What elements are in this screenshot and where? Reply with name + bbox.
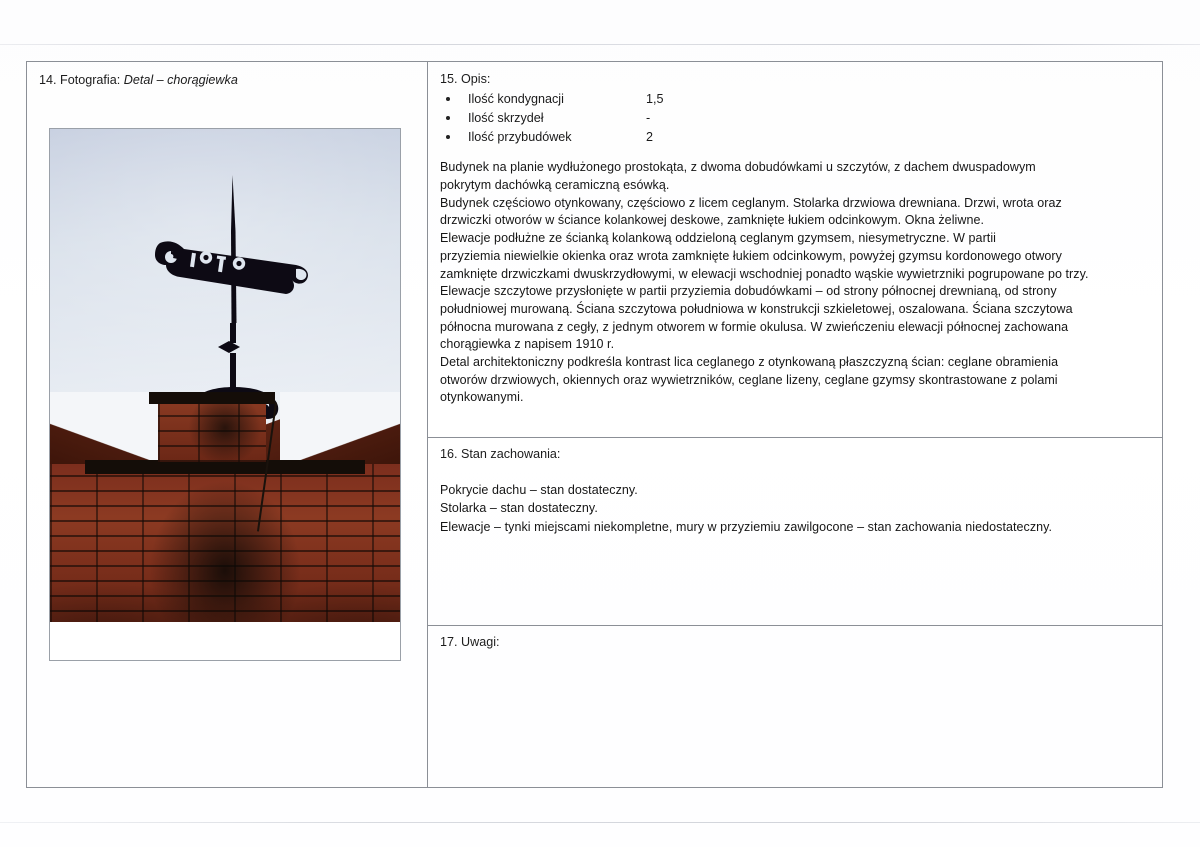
bullet-dot-icon [446, 135, 450, 139]
condition-line: Pokrycie dachu – stan dostateczny. [440, 483, 638, 497]
record-card-table [26, 61, 1163, 788]
section-16 [428, 437, 1162, 536]
desc-line: zamknięte drzwiczkami dwuskrzydłowymi, w elewacji wschodniej ponadto wąskie wywietrzniki pogrupowane po trzy. [440, 266, 1089, 281]
chimney-stack [158, 400, 266, 462]
desc-line: przyziemia niewielkie okienka oraz wrota zamknięte łukiem odcinkowym, powyżej gzymsu kordonowego otwory [440, 248, 1062, 263]
bullet-value: 1,5 [646, 92, 664, 106]
photo-label-text: Fotografia: [60, 73, 121, 87]
section-15 [428, 62, 1162, 407]
brick-wall [50, 464, 400, 642]
bullet-value: - [646, 111, 651, 126]
photo-section-number: 14. [39, 73, 57, 87]
desc-line: otynkowanymi. [440, 390, 524, 405]
bullet-item [440, 109, 1150, 128]
desc-line: otworów drzwiowych, okiennych oraz wywietrzników, ceglane lizeny, ceglane gzymsy skontrastowane z polami [440, 372, 1058, 387]
desc-line: północna murowana z cegły, z jednym otworem w formie okulusa. W zwieńczeniu elewacji północnej zachowana [440, 319, 1069, 334]
bullet-term: Ilość przybudówek [468, 130, 572, 145]
desc-line: Budynek na planie wydłużonego prostokąta, z dwoma dobudówkami u szczytów, z dachem dwuspadowym [440, 160, 1036, 175]
description-column [428, 62, 1162, 787]
desc-line: pokrytym dachówką ceramiczną esówką. [440, 178, 670, 193]
photo-column [27, 62, 428, 787]
bullet-item [440, 128, 1150, 147]
chimney-cap [149, 392, 275, 404]
section-15-description [440, 159, 1150, 407]
bullet-dot-icon [446, 116, 450, 120]
section-17-heading: 17. Uwagi: [440, 635, 500, 649]
bullet-value: 2 [646, 130, 654, 145]
section-16-heading: 16. Stan zachowania: [440, 447, 561, 461]
section-15-bullets [440, 90, 1150, 147]
desc-line: chorągiewka z napisem 1910 r. [440, 337, 615, 352]
chimney-gable [50, 392, 400, 642]
desc-line: Elewacje podłużne ze ścianką kolankową oddzieloną ceglanym gzymsem, niesymetryczne. W partii [440, 231, 997, 246]
scan-edge-top [0, 44, 1200, 45]
photo-label [39, 72, 415, 89]
photograph [49, 128, 401, 661]
scan-edge-bottom [0, 822, 1200, 823]
bullet-dot-icon [446, 97, 450, 101]
desc-line: Elewacje szczytowe przysłonięte w partii przyziemia dobudówkami – od strony północnej drewnianą, od strony [440, 284, 1057, 299]
desc-line: drzwiczki otworów w ściance kolankowej deskowe, zamknięte łukiem odcinkowym. Okna żeliwne. [440, 213, 985, 228]
section-17 [428, 625, 1162, 649]
section-15-heading: 15. Opis: [440, 72, 491, 86]
bullet-item [440, 90, 1150, 109]
brick-cornice-wide [85, 460, 365, 474]
condition-line: Elewacje – tynki miejscami niekompletne, mury w przyziemiu zawilgocone – stan zachowania niedostateczny. [440, 519, 1053, 534]
photo-subject: Detal – chorągiewka [123, 73, 238, 87]
section-16-body [440, 481, 1150, 536]
photograph-image [50, 129, 400, 642]
photo-column-header [27, 62, 427, 89]
desc-line: południowej murowaną. Ściana szczytowa południowa w konstrukcji szkieletowej, oszalowana. Ściana szczytowa [440, 301, 1073, 316]
condition-line: Stolarka – stan dostateczny. [440, 501, 598, 516]
desc-line: Budynek częściowo otynkowany, częściowo z licem ceglanym. Stolarka drzwiowa drewniana. Drzwi, wrota oraz [440, 195, 1062, 210]
bullet-term: Ilość kondygnacji [468, 92, 564, 106]
desc-line: Detal architektoniczny podkreśla kontrast lica ceglanego z otynkowaną płaszczyzną ścian: ceglane obramienia [440, 354, 1059, 369]
photo-bottom-margin [50, 622, 400, 642]
bullet-term: Ilość skrzydeł [468, 111, 544, 126]
